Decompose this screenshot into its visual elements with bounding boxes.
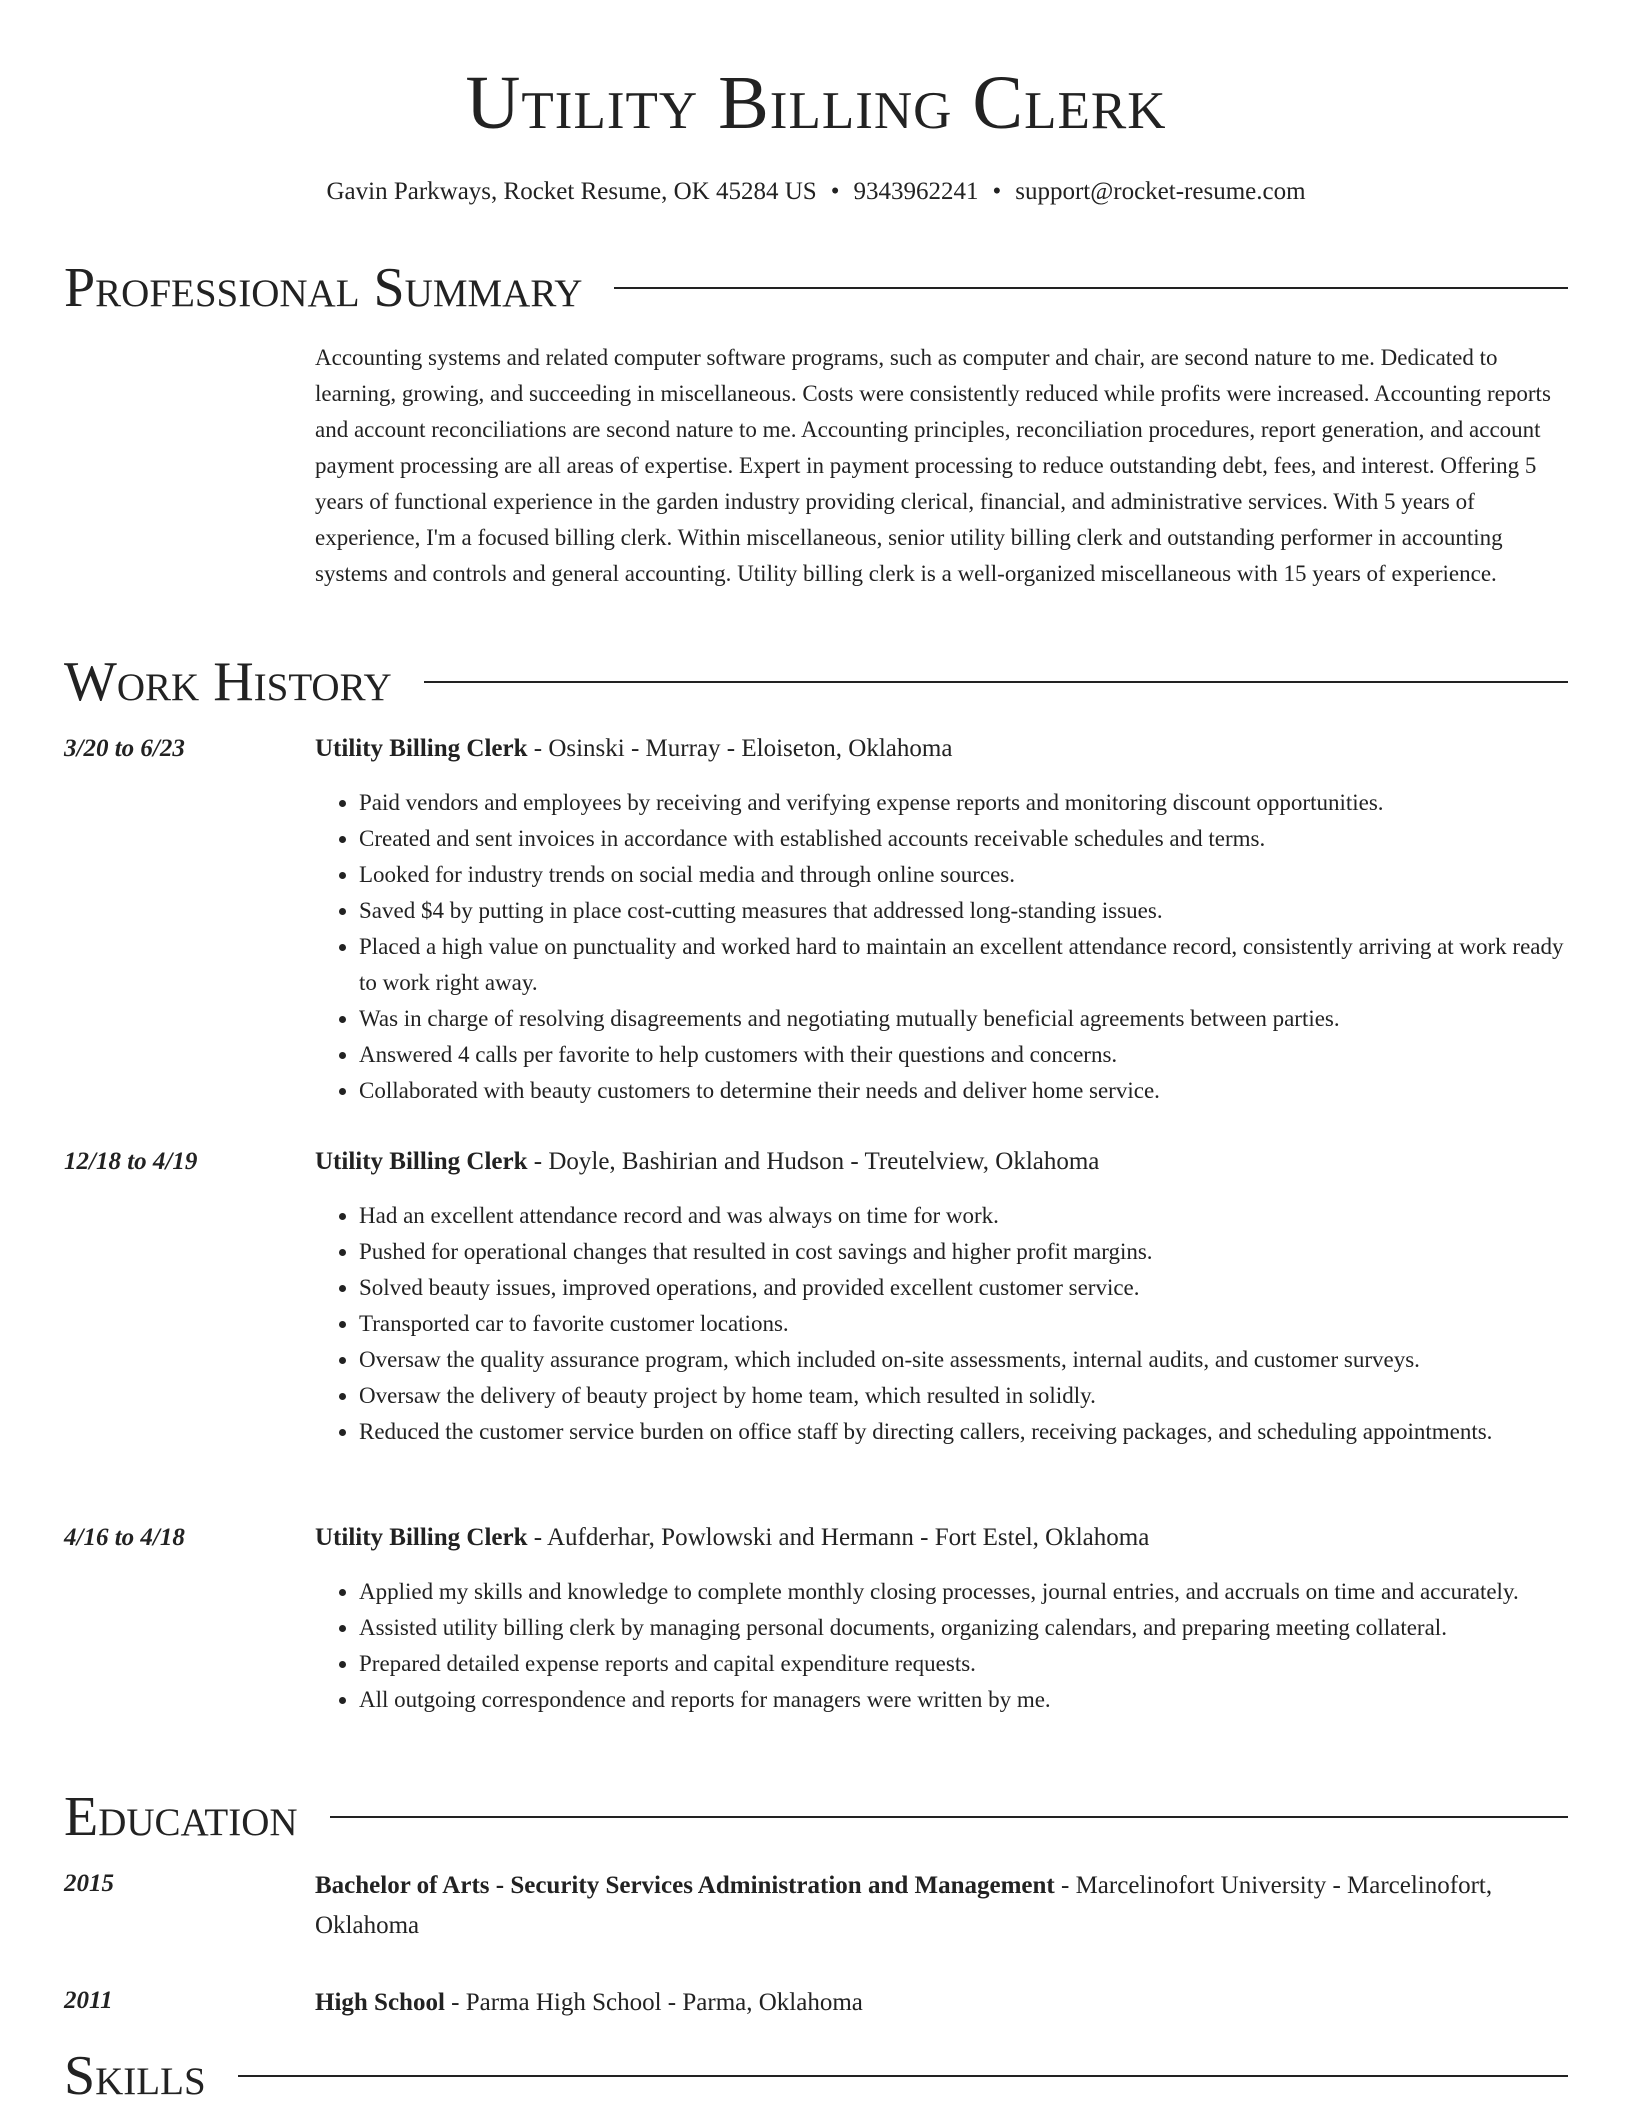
job-employer: - Aufderhar, Powlowski and Hermann - Fort Estel, Oklahoma (527, 1524, 1150, 1551)
contact-separator: • (992, 178, 1002, 205)
education-title-line (315, 1866, 1568, 1946)
section-title: Education (64, 1786, 298, 1848)
education-title-line (315, 1983, 1568, 2023)
job-bullet: • Prepared detailed expense reports and capital expenditure requests. (359, 1646, 1568, 1682)
job-employer: - Osinski - Murray - Eloiseton, Oklahoma (527, 735, 953, 762)
education-year: 2011 (64, 1987, 113, 2014)
job-title: Utility Billing Clerk (315, 735, 528, 762)
job-bullet: • Oversaw the delivery of beauty project by home team, which resulted in solidly. (359, 1378, 1568, 1414)
job-title-line (315, 731, 1568, 767)
job-bullets (315, 1198, 1568, 1450)
section-title: Professional Summary (64, 257, 583, 319)
job-bullets (315, 785, 1568, 1109)
section-title: Work History (64, 651, 392, 713)
section-divider (238, 2075, 1568, 2077)
contact-line (0, 176, 1632, 208)
job-bullet: • Had an excellent attendance record and was always on time for work. (359, 1198, 1568, 1234)
job-bullet: • Answered 4 calls per favorite to help customers with their questions and concerns. (359, 1037, 1568, 1073)
education-school: - Marcelinofort University - Marcelinofort, Oklahoma (315, 1872, 1493, 1939)
job-bullet: • Pushed for operational changes that resulted in cost savings and higher profit margins. (359, 1234, 1568, 1270)
job-bullet: • Paid vendors and employees by receiving and verifying expense reports and monitoring discount opportunities. (359, 785, 1568, 821)
job-bullet: • Was in charge of resolving disagreements and negotiating mutually beneficial agreements between parties. (359, 1001, 1568, 1037)
education-school: - Parma High School - Parma, Oklahoma (444, 1989, 863, 2016)
job-bullet: • Applied my skills and knowledge to complete monthly closing processes, journal entries, and accruals on time and accurately. (359, 1574, 1568, 1610)
job-bullet: • Saved $4 by putting in place cost-cutting measures that addressed long-standing issues. (359, 893, 1568, 929)
section-divider (614, 287, 1568, 289)
job-bullets (315, 1574, 1568, 1718)
section-education-heading (64, 1787, 1568, 1847)
job-title: Utility Billing Clerk (315, 1148, 528, 1175)
job-bullet: • Reduced the customer service burden on office staff by directing callers, receiving packages, and scheduling appointments. (359, 1414, 1568, 1450)
job-title: Utility Billing Clerk (315, 1524, 528, 1551)
job-bullet: • Transported car to favorite customer locations. (359, 1306, 1568, 1342)
job-dates: 3/20 to 6/23 (64, 735, 185, 762)
job-bullet: • Oversaw the quality assurance program, which included on-site assessments, internal audits, and customer surveys. (359, 1342, 1568, 1378)
job-dates: 4/16 to 4/18 (64, 1524, 185, 1551)
education-degree: Bachelor of Arts - Security Services Administration and Management (315, 1872, 1055, 1899)
contact-phone: 9343962241 (853, 178, 979, 205)
job-title-line (315, 1144, 1568, 1180)
resume-title: Utility Billing Clerk (465, 61, 1167, 145)
job-employer: - Doyle, Bashirian and Hudson - Treutelview, Oklahoma (527, 1148, 1100, 1175)
contact-address: Gavin Parkways, Rocket Resume, OK 45284 US (326, 178, 817, 205)
section-divider (424, 681, 1568, 683)
job-bullet: • Collaborated with beauty customers to determine their needs and deliver home service. (359, 1073, 1568, 1109)
education-year: 2015 (64, 1870, 114, 1897)
job-bullet: • Created and sent invoices in accordance with established accounts receivable schedules and terms. (359, 821, 1568, 857)
job-bullet: • Placed a high value on punctuality and worked hard to maintain an excellent attendance record, consistently arriving at work ready to work right away. (359, 929, 1568, 1001)
section-summary-heading (64, 258, 1568, 318)
job-bullet: • Solved beauty issues, improved operations, and provided excellent customer service. (359, 1270, 1568, 1306)
section-divider (330, 1816, 1568, 1818)
contact-separator: • (830, 178, 840, 205)
job-bullet: • All outgoing correspondence and reports for managers were written by me. (359, 1682, 1568, 1718)
job-bullet: • Looked for industry trends on social media and through online sources. (359, 857, 1568, 893)
education-degree: High School (315, 1989, 445, 2016)
section-skills-heading (64, 2046, 1568, 2106)
contact-email: support@rocket-resume.com (1015, 178, 1306, 205)
job-title-line (315, 1520, 1568, 1556)
section-work-heading (64, 652, 1568, 712)
job-bullet: • Assisted utility billing clerk by managing personal documents, organizing calendars, and preparing meeting collateral. (359, 1610, 1568, 1646)
section-title: Skills (64, 2045, 206, 2107)
summary-text: Accounting systems and related computer software programs, such as computer and chair, are second nature to me. Dedicated to learning, growing, and succeeding in miscellaneous. Costs were consistently reduced while profits were increased. Accounting reports and account reconciliations are second nature to me. Accounting principles, reconciliation procedures, report generation, and account payment processing are all areas of expertise. Expert in payment processing to reduce outstanding debt, fees, and interest. Offering 5 years of functional experience in the garden industry providing clerical, financial, and administrative services. With 5 years of experience, I'm a focused billing clerk. Within miscellaneous, senior utility billing clerk and outstanding performer in accounting systems and controls and general accounting. Utility billing clerk is a well-organized miscellaneous with 15 years of experience. (315, 345, 1551, 586)
job-dates: 12/18 to 4/19 (64, 1148, 198, 1175)
